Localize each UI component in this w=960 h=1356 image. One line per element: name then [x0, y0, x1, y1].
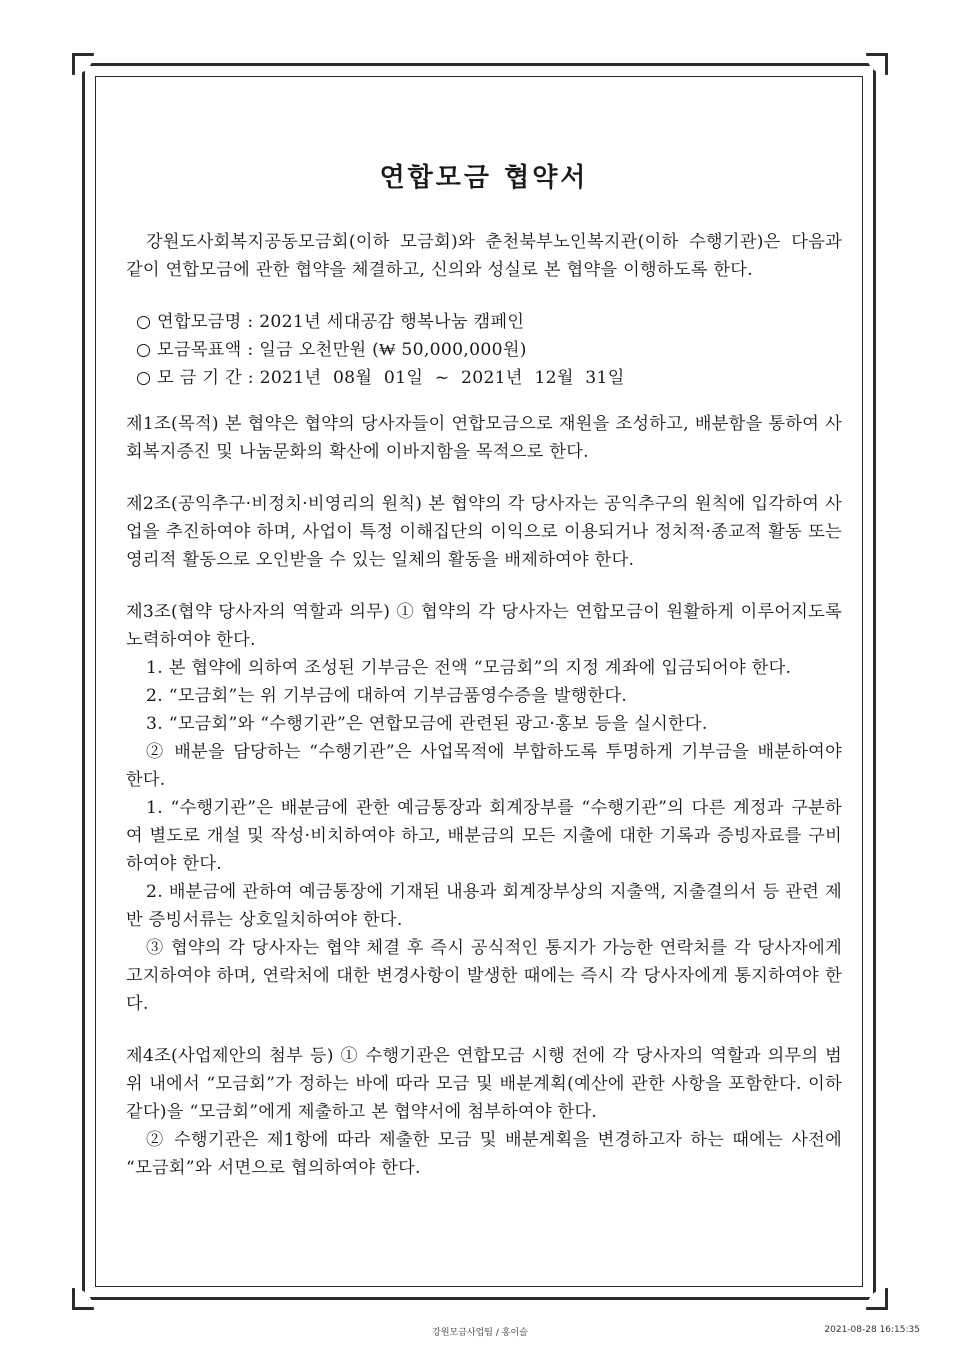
article-4-para-1: 제4조(사업제안의 첨부 등) ① 수행기관은 연합모금 시행 전에 각 당사자의 역할과 의무의 범위 내에서 “모금회”가 정하는 바에 따라 모금 및 배분계획(예산에 관한 사항을 포함한다. 이하 같다)을 “모금회”에게 제출하고 본 협약서에 첨부하여야 한다.	[126, 1046, 842, 1122]
article-3-para-2: ② 배분을 담당하는 “수행기관”은 사업목적에 부합하도록 투명하게 기부금을 배분하여야 한다.	[126, 742, 842, 790]
article-1: 제1조(목적) 본 협약은 협약의 당사자들이 연합모금으로 재원을 조성하고, 배분함을 통하여 사회복지증진 및 나눔문화의 확산에 이바지함을 목적으로 한다.	[126, 414, 842, 462]
article-3-item-4: 1. “수행기관”은 배분금에 관한 예금통장과 회계장부를 “수행기관”의 다른 계정과 구분하여 별도로 개설 및 작성·비치하여야 하고, 배분금의 모든 지출에 대한 기록과 증빙자료를 구비하여야 한다.	[126, 798, 842, 874]
campaign-period: ○ 모 금 기 간 : 2021년 08월 01일 ~ 2021년 12월 31일	[136, 368, 625, 388]
target-amount: ○ 모금목표액 : 일금 오천만원 (₩ 50,000,000원)	[136, 340, 527, 360]
article-3-para-1: 제3조(협약 당사자의 역할과 의무) ① 협약의 각 당사자는 연합모금이 원활하게 이루어지도록 노력하여야 한다.	[126, 602, 842, 650]
article-2: 제2조(공익추구·비정치·비영리의 원칙) 본 협약의 각 당사자는 공익추구의 원칙에 입각하여 사업을 추진하여야 하며, 사업이 특정 이해집단의 이익으로 이용되거나 정치적·종교적 활동 또는 영리적 활동으로 오인받을 수 있는 일체의 활동을 배제하여야 한다.	[126, 494, 842, 570]
footer-author: 강원모금사업팀 / 홍이슬	[432, 1328, 528, 1338]
campaign-name: ○ 연합모금명 : 2021년 세대공감 행복나눔 캠페인	[136, 312, 525, 332]
article-3-item-1: 1. 본 협약에 의하여 조성된 기부금은 전액 “모금회”의 지정 계좌에 입금되어야 한다.	[146, 658, 792, 678]
article-3-item-2: 2. “모금회”는 위 기부금에 대하여 기부금품영수증을 발행한다.	[146, 686, 628, 706]
article-4-para-2: ② 수행기관은 제1항에 따라 제출한 모금 및 배분계획을 변경하고자 하는 때에는 사전에 “모금회”와 서면으로 협의하여야 한다.	[126, 1130, 842, 1178]
article-3-item-3: 3. “모금회”와 “수행기관”은 연합모금에 관련된 광고·홍보 등을 실시한다.	[146, 714, 708, 734]
article-3-para-3: ③ 협약의 각 당사자는 협약 체결 후 즉시 공식적인 통지가 가능한 연락처를 각 당사자에게 고지하여야 하며, 연락처에 대한 변경사항이 발생한 때에는 즉시 각 당사자에게 통지하여야 한다.	[126, 938, 842, 1014]
document-title: 연합모금 협약서	[379, 163, 589, 193]
footer-timestamp: 2021-08-28 16:15:35	[824, 1325, 920, 1335]
document-body	[126, 158, 842, 1182]
intro-paragraph: 강원도사회복지공동모금회(이하 모금회)와 춘천북부노인복지관(이하 수행기관)은 다음과 같이 연합모금에 관한 협약을 체결하고, 신의와 성실로 본 협약을 이행하도록 한다.	[126, 232, 842, 280]
article-3-item-5: 2. 배분금에 관하여 예금통장에 기재된 내용과 회계장부상의 지출액, 지출결의서 등 관련 제반 증빙서류는 상호일치하여야 한다.	[126, 882, 842, 930]
